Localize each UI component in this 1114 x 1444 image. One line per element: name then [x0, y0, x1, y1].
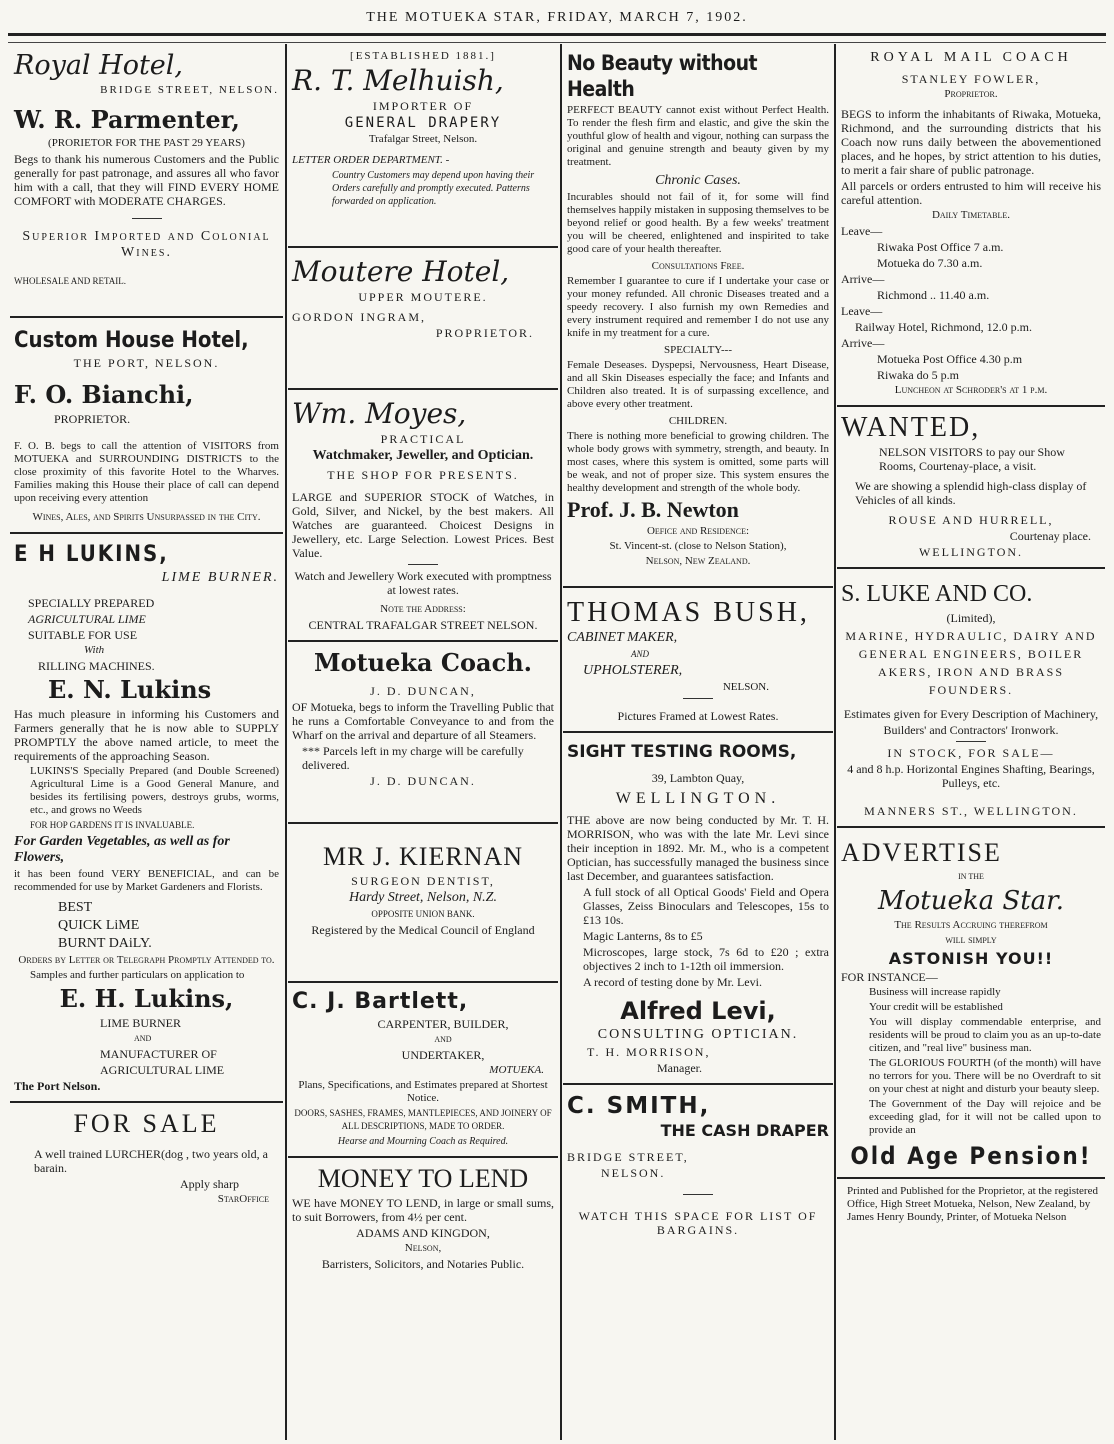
mail-proprietor: Proprietor.	[944, 88, 998, 100]
wanted-body-2: We are showing a splendid high-class display of Vehicles of all kinds.	[855, 479, 1087, 507]
advertise-paper: Motueka Star.	[878, 886, 1064, 916]
parmenter-subtitle: (PRORIETOR FOR THE PAST 29 YEARS)	[48, 137, 245, 149]
imprint-text: Printed and Published for the Proprietor, at the registered Office, High Street Motueka, Nelson, New Zealand, by James Henry Boundy, Printer, of Motueka Nelson	[847, 1185, 1098, 1223]
advertise-astonish: ASTONISH YOU!!	[888, 949, 1054, 968]
lukins-body-2: LUKINS'S Specially Prepared (and Double Screened) Agricultural Lime is a Good General Manure, and besides its fertilising powers, destroys grubs, worms, etc., and grows no Weeds	[30, 765, 279, 816]
advertise-title: ADVERTISE	[841, 838, 1002, 867]
lukins-garden: For Garden Vegetables, as well as for Flowers,	[14, 834, 230, 865]
advertise-item-1: Business will increase rapidly	[869, 986, 1001, 998]
advertise-for-instance: FOR INSTANCE—	[841, 970, 938, 984]
lukins-best-3: BURNT DAiLY.	[58, 936, 152, 951]
masthead-rule	[8, 33, 1106, 43]
bush-name: THOMAS BUSH,	[567, 597, 810, 628]
moutere-proprietor: PROPRIETOR.	[435, 326, 534, 340]
lukins-t1: LIME BURNER	[100, 1016, 181, 1030]
moyes-name: Wm. Moyes,	[292, 397, 467, 430]
column-divider	[560, 44, 562, 1440]
advertise-item-3: You will display commendable enterprise, and residents will be proud to claim you as an up-to-date citizen, and "real live" business man.	[869, 1016, 1101, 1054]
smith-name: C. SMITH,	[567, 1093, 711, 1119]
lukins-line-5: RILLING MACHINES.	[38, 659, 155, 673]
newton-town: Nelson, New Zealand.	[645, 555, 751, 567]
wanted-city: WELLINGTON.	[918, 545, 1024, 559]
moutere-ad	[288, 248, 558, 390]
newton-name: Prof. J. B. Newton	[567, 497, 739, 522]
mail-row-3: Richmond .. 11.40 a.m.	[877, 288, 990, 302]
luke-est: Estimates given for Every Description of Machinery,	[843, 707, 1099, 721]
en-lukins-name: E. N. Lukins	[48, 675, 212, 704]
mail-arrive-1: Arrive—	[841, 272, 885, 286]
luke-ad	[837, 569, 1105, 828]
bush-town: NELSON.	[722, 681, 769, 693]
royal-hotel-title: Royal Hotel,	[14, 50, 184, 81]
bush-ad	[563, 588, 833, 733]
bianchi-body: F. O. B. begs to call the attention of VISITORS from MOTUEKA and SURROUNDING DISTRICTS to the close proximity of this favorite Hotel to the Wharves. Families making this House their place of call can depend upon receiving every attention	[14, 440, 279, 504]
column-4	[837, 44, 1105, 1440]
lukins-trade: LIME BURNER.	[161, 570, 279, 585]
melhuish-name: R. T. Melhuish,	[292, 64, 504, 97]
luke-engines: 4 and 8 h.p. Horizontal Engines Shafting, Bearings, Pulleys, etc.	[847, 762, 1095, 790]
moutere-address: UPPER MOUTERE.	[358, 290, 488, 304]
custom-house-title: Custom House Hotel,	[14, 328, 249, 353]
lukins-name: E H LUKINS,	[14, 542, 169, 567]
advertise-item-2: Your credit will be established	[869, 1001, 1003, 1013]
bush-t2: AND	[631, 649, 649, 659]
advertise-in-the: IN THE	[958, 872, 984, 881]
mail-row-2: Motueka do 7.30 a.m.	[877, 256, 983, 270]
wanted-body: NELSON VISITORS to pay our Show Rooms, Courtenay-place, a visit.	[879, 445, 1065, 473]
smith-role: THE CASH DRAPER	[660, 1121, 829, 1140]
beauty-chronic-body: Incurables should not fail of it, for some will find themselves happily mistaken in supposing themselves to be beyond relief or good health. By a few weeks' treatment you will be cheered, enlightened and inspirited to take good care of your health thereafter.	[567, 191, 829, 255]
sight-city: WELLINGTON.	[615, 790, 781, 807]
for-sale-office: StarOffice	[217, 1193, 269, 1205]
melhuish-address: Trafalgar Street, Nelson.	[368, 133, 478, 145]
mail-leave-1: Leave—	[841, 224, 883, 238]
lukins-garden-2: it has been found VERY BENEFICIAL, and can be recommended for use by Market Gardeners and Florists.	[14, 868, 279, 893]
coach-title: Motueka Coach.	[314, 648, 532, 677]
newton-address: St. Vincent-st. (close to Nelson Station),	[609, 540, 787, 552]
moyes-practical: PRACTICAL	[380, 432, 466, 446]
bartlett-doors: DOORS, SASHES, FRAMES, MANTLEPIECES, AND JOINERY OF ALL DESCRIPTIONS, MADE TO ORDER.	[294, 1108, 552, 1131]
bartlett-hearse: Hearse and Mourning Coach as Required.	[337, 1136, 509, 1147]
luke-name: S. LUKE AND CO.	[841, 581, 1033, 607]
money-ad	[288, 1158, 558, 1279]
masthead: THE MOTUEKA STAR, FRIDAY, MARCH 7, 1902.	[366, 10, 748, 25]
for-sale-apply: Apply sharp	[180, 1177, 239, 1191]
luke-ltd: (Limited),	[946, 611, 996, 625]
for-sale-title: FOR SALE	[73, 1109, 220, 1138]
parmenter-name: W. R. Parmenter,	[14, 105, 240, 134]
wanted-address: Courtenay place.	[1009, 529, 1091, 543]
luke-address: MANNERS ST., WELLINGTON.	[864, 804, 1078, 818]
wanted-ad	[837, 407, 1105, 569]
kiernan-opp: OPPOSITE UNION BANK.	[371, 909, 475, 919]
moutere-name: GORDON INGRAM,	[292, 310, 427, 324]
melhuish-importer: IMPORTER OF	[372, 99, 474, 113]
kiernan-address: Hardy Street, Nelson, N.Z.	[349, 890, 497, 905]
sight-micro: Microscopes, large stock, 7s 6d to £20 ; extra objectives 2 inch to 1-12th oil immersion.	[583, 945, 829, 973]
moutere-title: Moutere Hotel,	[292, 255, 510, 288]
beauty-free-body: Remember I guarantee to cure if I undertake your case or your money refunded. All chronic Diseases treated and a speedy recovery. I also furnish my own Remedies and every instrument required and remember I do not use any knife in my treatment for a cure.	[567, 275, 829, 339]
moyes-body: LARGE and SUPERIOR STOCK of Watches, in Gold, Silver, and Nickel, by the best makers. All Watches are guaranteed. Choicest Designs in Jewellery, etc. Large Selection. Lowest Prices. Best Value.	[292, 490, 554, 560]
coach-body: OF Motueka, begs to inform the Travelling Public that he runs a Comfortable Conveyance to and from the Wharf on the arrival and departure of all Steamers.	[292, 700, 554, 742]
bush-t1: CABINET MAKER,	[567, 630, 678, 645]
money-title: MONEY TO LEND	[317, 1164, 529, 1193]
mail-lunch: Luncheon at Schroder's at 1 p.m.	[894, 384, 1048, 396]
coach-ad	[288, 642, 558, 824]
wholesale-line: WHOLESALE AND RETAIL.	[14, 276, 127, 286]
wanted-firm: ROUSE AND HURRELL,	[888, 513, 1054, 527]
moyes-note: Note the Address:	[380, 603, 466, 615]
mail-row-5: Motueka Post Office 4.30 p.m	[877, 352, 1023, 366]
money-body: WE have MONEY TO LEND, in large or small sums, to suit Borrowers, from 4½ per cent.	[292, 1196, 554, 1224]
lukins-hop: FOR HOP GARDENS IT IS INVALUABLE.	[30, 820, 195, 830]
sight-title: SIGHT TESTING ROOMS,	[567, 742, 797, 762]
parmenter-body: Begs to thank his numerous Customers and the Public generally for past patronage, and assures all who favor him with a call, that they will FIND EVERY HOME COMFORT with MODERATE CHARGES.	[14, 152, 279, 208]
column-3	[563, 44, 833, 1440]
lukins-best-2: QUICK LiME	[58, 918, 140, 933]
column-divider	[834, 44, 836, 1440]
lukins-t2: AND	[134, 1034, 152, 1043]
lukins-line-3: SUITABLE FOR USE	[28, 628, 138, 642]
money-role: Barristers, Solicitors, and Notaries Public.	[321, 1257, 525, 1271]
melhuish-ad	[288, 44, 558, 248]
advertise-item-4: The GLORIOUS FOURTH (of the month) will have no terrors for you. There will be no Overdraft to sit on your chest at night and disturb your beauty sleep.	[869, 1057, 1101, 1095]
beauty-body: PERFECT BEAUTY cannot exist without Perfect Health. To render the flesh firm and elastic, and give the skin the youthful glow of health and vigour, nothing can surpass the original and genuine strength and beauty given by my treatment.	[567, 104, 829, 168]
advertise-ad	[837, 828, 1105, 1179]
lukins-line-4: With	[84, 644, 105, 656]
moyes-ad	[288, 390, 558, 642]
levi-role: CONSULTING OPTICIAN.	[597, 1027, 799, 1042]
column-1	[10, 44, 283, 1440]
sight-record: A record of testing done by Mr. Levi.	[583, 975, 762, 989]
kiernan-title: SURGEON DENTIST,	[351, 874, 495, 888]
beauty-specialty: SPECIALTY---	[663, 344, 733, 356]
mail-leave-2: Leave—	[841, 304, 883, 318]
custom-house-ad	[10, 318, 283, 534]
coach-name: J. D. DUNCAN,	[370, 684, 476, 698]
bartlett-t2: AND	[434, 1035, 452, 1044]
royal-hotel-address: BRIDGE STREET, NELSON.	[100, 84, 279, 96]
luke-builders: Builders' and Contractors' Ironwork.	[883, 723, 1059, 737]
bianchi-proprietor: PROPRIETOR.	[54, 412, 131, 426]
imprint	[837, 1179, 1105, 1232]
sight-ad	[563, 733, 833, 1085]
lukins-line-1: SPECIALLY PREPARED	[28, 596, 155, 610]
beauty-title: No Beauty without Health	[567, 51, 758, 101]
mail-arrive-2: Arrive—	[841, 336, 885, 350]
custom-house-address: THE PORT, NELSON.	[73, 356, 220, 370]
luke-body: MARINE, HYDRAULIC, DAIRY AND GENERAL ENGINEERS, BOILER AKERS, IRON AND BRASS FOUNDERS.	[845, 629, 1097, 697]
mail-coach-ad	[837, 44, 1105, 407]
lukins-port: The Port Nelson.	[14, 1079, 101, 1093]
lukins-best-1: BEST	[58, 900, 93, 915]
melhuish-est: [ESTABLISHED 1881.]	[350, 50, 496, 62]
moyes-trade: Watchmaker, Jeweller, and Optician.	[312, 448, 534, 463]
bartlett-town: MOTUEKA.	[489, 1064, 544, 1076]
levi-name: Alfred Levi,	[620, 997, 776, 1025]
advertise-results: The Results Accruing therefrom	[894, 919, 1048, 931]
beauty-free: Consultations Free.	[651, 260, 745, 272]
mail-row-1: Riwaka Post Office 7 a.m.	[877, 240, 1004, 254]
mail-row-4: Railway Hotel, Richmond, 12.0 p.m.	[855, 320, 1032, 334]
sight-stock: A full stock of all Optical Goods' Field and Opera Glasses, Zeiss Binoculars and Telescopes, 15s to £13 10s.	[583, 885, 829, 927]
royal-hotel-ad	[10, 44, 283, 318]
lukins-ad	[10, 534, 283, 1103]
beauty-spec-body: Female Deseases. Dyspepsi, Nervousness, Heart Disease, and all Skin Diseases especially the face; and Infants and Children also treated. It is of surpassing excellence, and above every other treatment.	[567, 359, 829, 410]
luke-stock: IN STOCK, FOR SALE—	[887, 746, 1055, 760]
bartlett-t3: UNDERTAKER,	[401, 1048, 485, 1062]
sight-body: THE above are now being conducted by Mr. T. H. MORRISON, who was with the late Mr. Levi since their inception in 1892. Mr. M., who is a competent Optician, has successfully managed the business since last December, and guarantees satisfaction.	[567, 813, 829, 883]
newton-office: Oefice and Residence:	[646, 525, 750, 537]
kiernan-reg: Registered by the Medical Council of England	[311, 923, 535, 937]
bartlett-ad	[288, 983, 558, 1158]
bartlett-t1: CARPENTER, BUILDER,	[377, 1017, 509, 1031]
beauty-chronic: Chronic Cases.	[655, 173, 741, 188]
advertise-item-5: The Government of the Day will rejoice and be exceeding glad, for it will not be called upon to provide an	[869, 1098, 1101, 1136]
eh-lukins-name: E. H. Lukins,	[59, 984, 234, 1013]
wanted-title: WANTED,	[841, 412, 981, 443]
smith-address: BRIDGE STREET,	[567, 1150, 689, 1164]
mail-name: STANLEY FOWLER,	[901, 72, 1041, 86]
mail-parcels: All parcels or orders entrusted to him will receive his careful attention.	[841, 179, 1101, 207]
mail-timetable: Daily Timetable.	[931, 209, 1011, 221]
for-sale-ad	[10, 1103, 283, 1214]
lukins-line-2: AGRICULTURAL LIME	[28, 612, 146, 626]
coach-signature: J. D. DUNCAN.	[370, 774, 476, 788]
melhuish-body: Country Customers may depend upon having their Orders carefully and promptly executed. Patterns forwarded on application.	[332, 170, 535, 207]
column-divider	[285, 44, 287, 1440]
lukins-orders: Orders by Letter or Telegraph Promptly Attended to.	[18, 954, 275, 966]
bush-pics: Pictures Framed at Lowest Rates.	[617, 709, 779, 723]
beauty-ad	[563, 44, 833, 588]
money-town: Nelson,	[404, 1242, 442, 1254]
for-sale-body: A well trained LURCHER(dog , two years old, a barain.	[34, 1147, 268, 1175]
kiernan-name: MR J. KIERNAN	[322, 842, 524, 871]
bianchi-wines: Wines, Ales, and Spirits Unsurpassed in the City.	[32, 511, 261, 523]
smith-ad	[563, 1085, 833, 1245]
levi-manager-2: Manager.	[657, 1061, 702, 1075]
smith-watch: WATCH THIS SPACE FOR LIST OF BARGAINS.	[578, 1209, 818, 1237]
mail-row-6: Riwaka do 5 p.m	[877, 368, 959, 382]
bush-t3: UPHOLSTERER,	[583, 663, 683, 678]
lukins-samples: Samples and further particulars on application to	[30, 969, 245, 981]
beauty-children: CHILDREN.	[668, 415, 728, 427]
advertise-pension: Old Age Pension!	[850, 1142, 1092, 1170]
melhuish-drapery: GENERAL DRAPERY	[344, 115, 502, 131]
sight-magic: Magic Lanterns, 8s to £5	[583, 929, 703, 943]
bianchi-name: F. O. Bianchi,	[14, 380, 194, 409]
bartlett-body: Plans, Specifications, and Estimates prepared at Shortest Notice.	[298, 1079, 548, 1104]
moyes-shop: THE SHOP FOR PRESENTS.	[327, 468, 519, 482]
coach-parcels: *** Parcels left in my charge will be carefully delivered.	[302, 744, 524, 772]
advertise-will: will simply	[945, 934, 997, 946]
lukins-t4: AGRICULTURAL LIME	[100, 1063, 225, 1077]
lukins-t3: MANUFACTURER OF	[100, 1047, 217, 1061]
moyes-repair: Watch and Jewellery Work executed with promptness at lowest rates.	[294, 569, 552, 597]
sight-address: 39, Lambton Quay,	[651, 771, 745, 785]
levi-manager: T. H. MORRISON,	[587, 1045, 711, 1059]
melhuish-lod: LETTER ORDER DEPARTMENT. -	[292, 154, 450, 166]
column-2	[288, 44, 558, 1440]
money-firm: ADAMS AND KINGDON,	[356, 1226, 490, 1240]
smith-town: NELSON.	[601, 1166, 666, 1180]
beauty-child-body: There is nothing more beneficial to growing children. The whole body grows with symmetry, strength, and beauty. In most cases, where this system is omitted, some parts will be weak, and not of proper size. This system ensures the healthy development and strength of the whole body.	[567, 430, 829, 494]
moyes-address: CENTRAL TRAFALGAR STREET NELSON.	[308, 618, 538, 632]
kiernan-ad	[288, 824, 558, 983]
lukins-body: Has much pleasure in informing his Customers and Farmers generally that he is now able to SUPPLY PROMPTLY the above named article, to meet the requirements of the approaching Season.	[14, 707, 279, 763]
bartlett-name: C. J. Bartlett,	[292, 989, 469, 1014]
mail-title: ROYAL MAIL COACH	[870, 50, 1072, 65]
wines-line: Superior Imported and Colonial Wines.	[22, 229, 271, 260]
mail-body: BEGS to inform the inhabitants of Riwaka, Motueka, Richmond, and the surrounding districts that his Coach now runs daily between the abovementioned places, and he hopes, by strict attention to his duties, to merit a fair share of public patronage.	[841, 107, 1101, 177]
